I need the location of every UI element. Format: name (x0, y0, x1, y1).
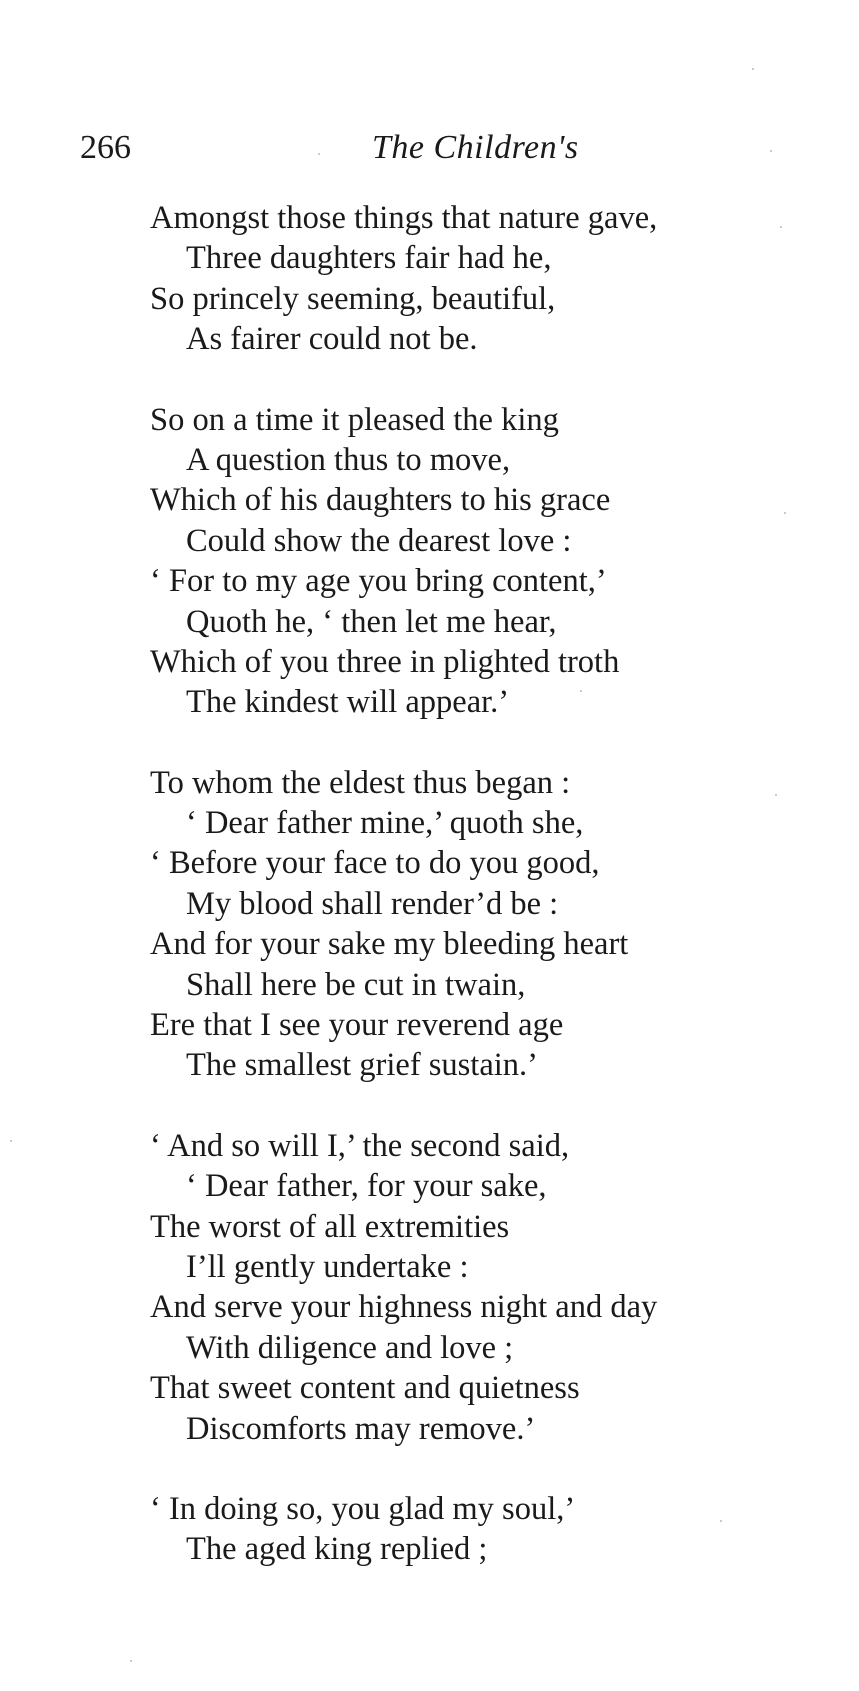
poem-line: I’ll gently undertake : (186, 1248, 469, 1285)
poem-body (150, 198, 830, 1610)
paper-speck (720, 1520, 722, 1522)
running-title: The Children's (372, 129, 579, 166)
poem-line: My blood shall render’d be : (186, 885, 559, 922)
poem-line: Could show the dearest love : (186, 522, 572, 559)
poem-line: To whom the eldest thus began : (150, 764, 571, 801)
paper-speck (784, 512, 786, 514)
poem-line: The aged king replied ; (186, 1531, 488, 1568)
poem-line: ‘ And so will I,’ the second said, (150, 1127, 570, 1164)
poem-line: The kindest will appear.’ (186, 684, 510, 721)
poem-line: The worst of all extremities (150, 1208, 510, 1245)
poem-line: A question thus to move, (186, 441, 511, 478)
page-number: 266 (80, 129, 131, 166)
paper-speck (580, 690, 582, 692)
poem-line: Amongst those things that nature gave, (150, 200, 658, 236)
poem-line: ‘ Dear father mine,’ quoth she, (186, 805, 584, 842)
poem-line: Which of his daughters to his grace (150, 482, 611, 519)
poem-line: As fairer could not be. (186, 321, 478, 358)
poem-line: Ere that I see your reverend age (150, 1007, 564, 1044)
paper-speck (130, 1660, 132, 1662)
stanza (150, 400, 830, 723)
paper-speck (770, 150, 772, 152)
poem-line: Discomforts may remove.’ (186, 1410, 536, 1447)
paper-speck (752, 68, 754, 70)
poem-line: ‘ In doing so, you glad my soul,’ (150, 1490, 576, 1527)
stanza (150, 1489, 830, 1570)
poem-line: Quoth he, ‘ then let me hear, (186, 603, 557, 640)
poem-line: ‘ Before your face to do you good, (150, 845, 600, 882)
poem-line: Shall here be cut in twain, (186, 966, 526, 1003)
poem-line: That sweet content and quietness (150, 1370, 580, 1407)
poem-line: ‘ For to my age you bring content,’ (150, 563, 607, 600)
poem-line: With diligence and love ; (186, 1329, 514, 1366)
stanza (150, 763, 830, 1086)
paper-speck (775, 794, 777, 796)
paper-speck (780, 226, 782, 228)
stanza (150, 198, 830, 360)
poem-line: And for your sake my bleeding heart (150, 926, 629, 963)
poem-line: So princely seeming, beautiful, (150, 280, 556, 317)
paper-speck (318, 153, 320, 155)
poem-line: The smallest grief sustain.’ (186, 1047, 538, 1084)
paper-speck (10, 1140, 12, 1142)
poem-line: So on a time it pleased the king (150, 401, 559, 438)
stanza (150, 1126, 830, 1449)
poem-line: ‘ Dear father, for your sake, (186, 1168, 547, 1205)
poem-line: Which of you three in plighted troth (150, 643, 620, 680)
poem-line: Three daughters fair had he, (186, 240, 552, 277)
poem-line: And serve your highness night and day (150, 1289, 658, 1326)
